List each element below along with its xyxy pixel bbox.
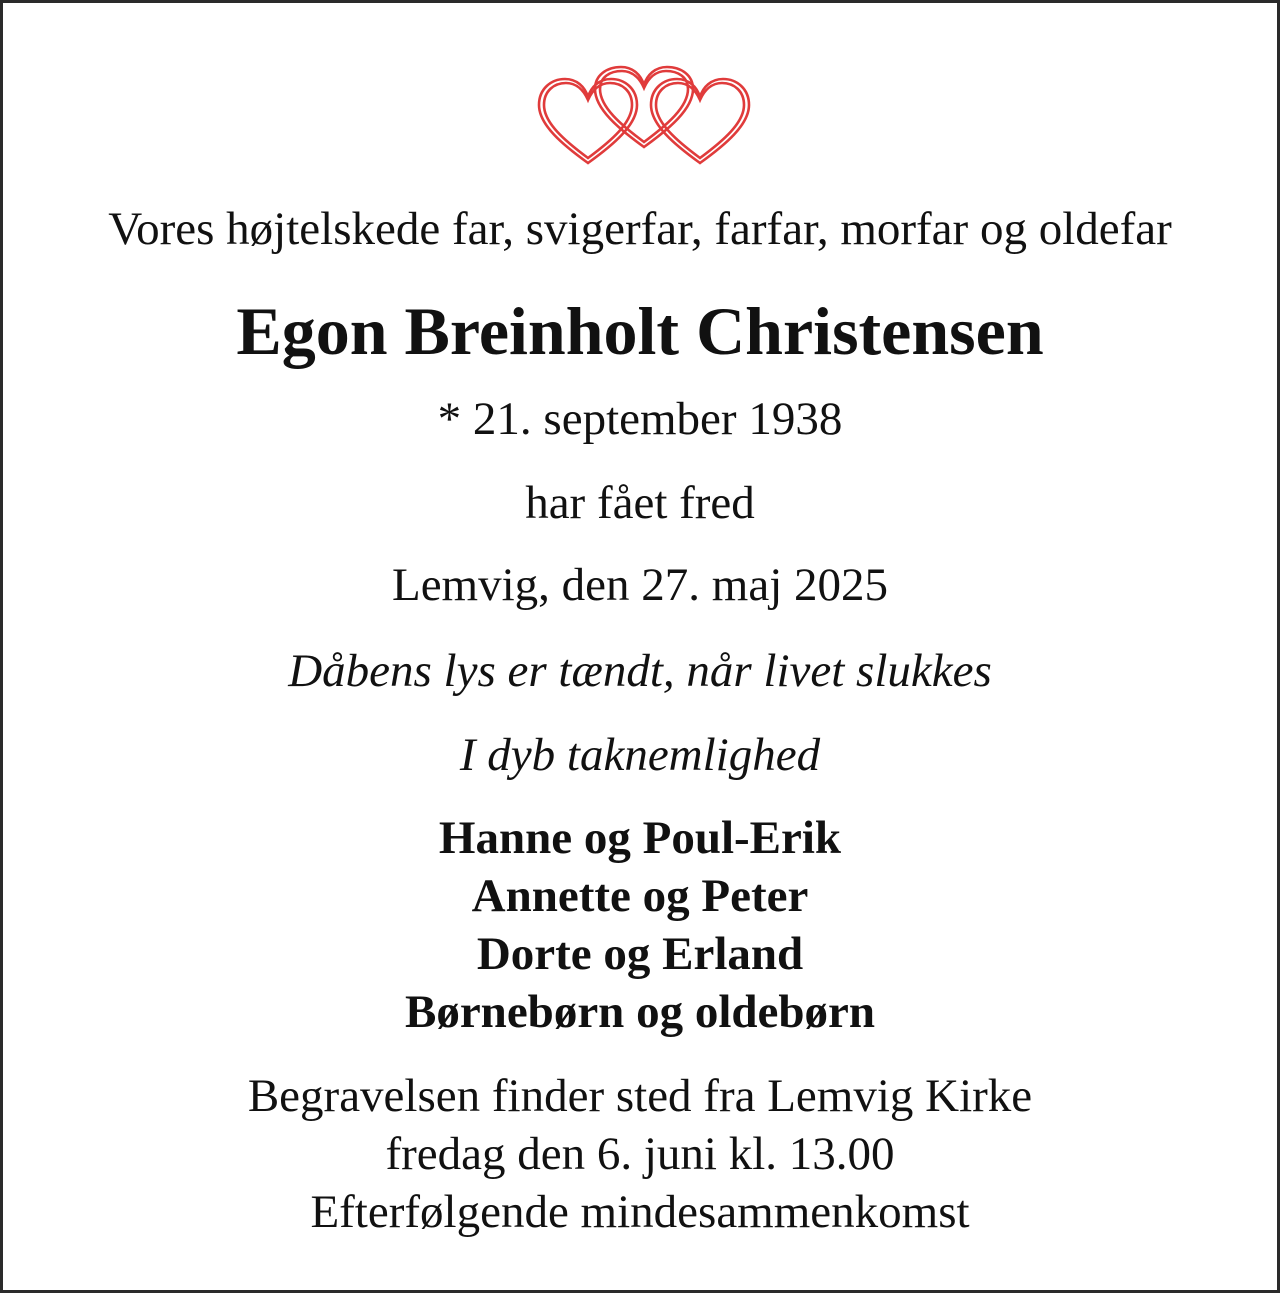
family-member: Dorte og Erland <box>476 928 804 980</box>
deceased-name: Egon Breinholt Christensen <box>236 293 1044 369</box>
place-date: Lemvig, den 27. maj 2025 <box>391 559 889 611</box>
heart-left-outline <box>539 79 637 163</box>
passed-text: har fået fred <box>525 477 755 529</box>
three-hearts-icon <box>533 61 755 173</box>
funeral-info <box>3 1067 1277 1241</box>
family-member: Annette og Peter <box>471 870 809 922</box>
funeral-line: Begravelsen finder sted fra Lemvig Kirke <box>247 1070 1033 1122</box>
funeral-line: Efterfølgende mindesammenkomst <box>310 1186 970 1238</box>
funeral-line: fredag den 6. juni kl. 13.00 <box>385 1128 895 1180</box>
heart-right-outline <box>651 79 749 163</box>
family-member: Børnebørn og oldebørn <box>404 986 876 1038</box>
birth-date: * 21. september 1938 <box>437 393 843 445</box>
family-list <box>3 809 1277 1041</box>
verse-line: Dåbens lys er tændt, når livet slukkes <box>288 645 992 697</box>
thanks-line: I dyb taknemlighed <box>459 729 821 781</box>
family-member: Hanne og Poul-Erik <box>438 812 842 864</box>
intro-line: Vores højtelskede far, svigerfar, farfar, morfar og oldefar <box>108 203 1172 255</box>
